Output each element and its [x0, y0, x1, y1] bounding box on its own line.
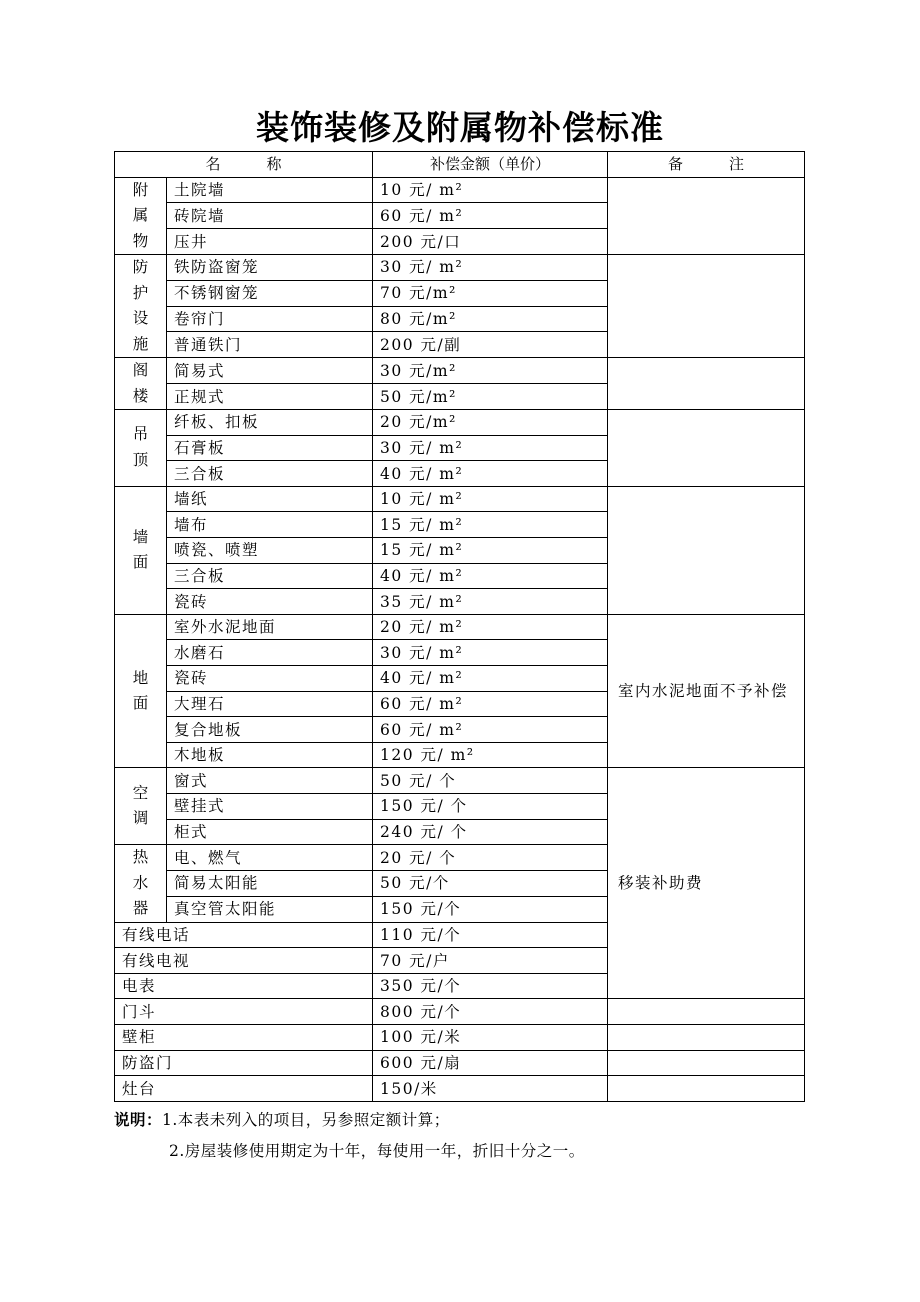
category-cell: 防 护 设 施	[115, 255, 167, 358]
item-name: 简易式	[167, 358, 373, 384]
item-price: 30 元/ m²	[373, 255, 608, 281]
header-name: 名 称	[115, 152, 373, 178]
item-price: 150 元/ 个	[373, 794, 608, 820]
item-price: 350 元/个	[373, 973, 608, 999]
item-name: 瓷砖	[167, 666, 373, 692]
item-price: 30 元/ m²	[373, 435, 608, 461]
remark-cell	[608, 486, 805, 614]
item-price: 100 元/米	[373, 1025, 608, 1051]
table-row	[115, 410, 805, 436]
table-row	[115, 486, 805, 512]
item-name: 喷瓷、喷塑	[167, 538, 373, 564]
item-name: 卷帘门	[167, 306, 373, 332]
table-row	[115, 768, 805, 794]
item-price: 120 元/ m²	[373, 742, 608, 768]
item-name: 真空管太阳能	[167, 896, 373, 922]
item-name: 水磨石	[167, 640, 373, 666]
category-cell: 热 水 器	[115, 845, 167, 923]
remark-cell	[608, 410, 805, 487]
item-price: 10 元/ m²	[373, 486, 608, 512]
item-name: 窗式	[167, 768, 373, 794]
table-row	[115, 1050, 805, 1076]
remark-cell	[608, 1076, 805, 1102]
remark-cell	[608, 177, 805, 255]
item-name: 三合板	[167, 563, 373, 589]
item-name: 柜式	[167, 819, 373, 845]
table-row	[115, 1025, 805, 1051]
header-row	[115, 152, 805, 178]
item-name: 正规式	[167, 384, 373, 410]
item-name: 灶台	[115, 1076, 373, 1102]
item-name: 电、燃气	[167, 845, 373, 871]
remark-cell	[608, 999, 805, 1025]
item-price: 50 元/m²	[373, 384, 608, 410]
item-name: 三合板	[167, 461, 373, 487]
item-price: 600 元/扇	[373, 1050, 608, 1076]
item-price: 110 元/个	[373, 922, 608, 948]
table-row	[115, 999, 805, 1025]
item-price: 30 元/m²	[373, 358, 608, 384]
item-price: 70 元/户	[373, 948, 608, 974]
item-price: 10 元/ m²	[373, 177, 608, 203]
category-cell: 吊 顶	[115, 410, 167, 487]
remark-cell	[608, 358, 805, 410]
item-price: 60 元/ m²	[373, 691, 608, 717]
item-name: 大理石	[167, 691, 373, 717]
page-title: 装饰装修及附属物补偿标准	[256, 108, 664, 147]
item-price: 15 元/ m²	[373, 512, 608, 538]
item-price: 200 元/副	[373, 332, 608, 358]
item-price: 80 元/m²	[373, 306, 608, 332]
item-price: 150/米	[373, 1076, 608, 1102]
item-price: 50 元/个	[373, 871, 608, 897]
item-price: 800 元/个	[373, 999, 608, 1025]
item-name: 简易太阳能	[167, 871, 373, 897]
item-name: 土院墙	[167, 177, 373, 203]
item-price: 40 元/ m²	[373, 461, 608, 487]
item-price: 70 元/m²	[373, 280, 608, 306]
remark-cell	[608, 1050, 805, 1076]
notes-section	[114, 1105, 585, 1167]
note-line-2: 2.房屋装修使用期定为十年，每使用一年，折旧十分之一。	[169, 1142, 585, 1160]
item-name: 纤板、扣板	[167, 410, 373, 436]
notes-label: 说明：	[114, 1111, 163, 1129]
item-price: 20 元/m²	[373, 410, 608, 436]
table-row	[115, 1076, 805, 1102]
item-name: 砖院墙	[167, 203, 373, 229]
item-price: 15 元/ m²	[373, 538, 608, 564]
item-name: 壁挂式	[167, 794, 373, 820]
item-name: 石膏板	[167, 435, 373, 461]
item-price: 50 元/ 个	[373, 768, 608, 794]
item-price: 60 元/ m²	[373, 717, 608, 743]
category-cell: 空 调	[115, 768, 167, 845]
item-price: 150 元/个	[373, 896, 608, 922]
item-price: 20 元/ m²	[373, 614, 608, 640]
item-name: 有线电视	[115, 948, 373, 974]
item-name: 有线电话	[115, 922, 373, 948]
remark-move: 移装补助费	[608, 768, 805, 999]
table-row	[115, 255, 805, 281]
item-price: 30 元/ m²	[373, 640, 608, 666]
item-name: 防盗门	[115, 1050, 373, 1076]
remark-cell	[608, 1025, 805, 1051]
item-name: 墙布	[167, 512, 373, 538]
note-line-1: 说明：1.本表未列入的项目，另参照定额计算；	[114, 1111, 450, 1129]
header-price: 补偿金额（单价）	[373, 152, 608, 178]
item-price: 20 元/ 个	[373, 845, 608, 871]
category-cell: 墙 面	[115, 486, 167, 614]
item-name: 壁柜	[115, 1025, 373, 1051]
item-name: 电表	[115, 973, 373, 999]
item-name: 瓷砖	[167, 589, 373, 615]
remark-cell	[608, 255, 805, 358]
item-price: 60 元/ m²	[373, 203, 608, 229]
header-note: 备 注	[608, 152, 805, 178]
item-price: 40 元/ m²	[373, 666, 608, 692]
table-row	[115, 177, 805, 203]
item-name: 门斗	[115, 999, 373, 1025]
item-name: 不锈钢窗笼	[167, 280, 373, 306]
item-name: 木地板	[167, 742, 373, 768]
item-name: 普通铁门	[167, 332, 373, 358]
remark-floor: 室内水泥地面不予补偿	[608, 614, 805, 768]
compensation-table	[114, 151, 805, 1102]
table-row	[115, 614, 805, 640]
item-name: 压井	[167, 229, 373, 255]
category-cell: 地 面	[115, 614, 167, 768]
item-name: 铁防盗窗笼	[167, 255, 373, 281]
item-price: 240 元/ 个	[373, 819, 608, 845]
item-name: 室外水泥地面	[167, 614, 373, 640]
table-row	[115, 358, 805, 384]
item-price: 40 元/ m²	[373, 563, 608, 589]
category-cell: 附 属 物	[115, 177, 167, 255]
item-price: 200 元/口	[373, 229, 608, 255]
category-cell: 阁 楼	[115, 358, 167, 410]
item-price: 35 元/ m²	[373, 589, 608, 615]
item-name: 墙纸	[167, 486, 373, 512]
item-name: 复合地板	[167, 717, 373, 743]
